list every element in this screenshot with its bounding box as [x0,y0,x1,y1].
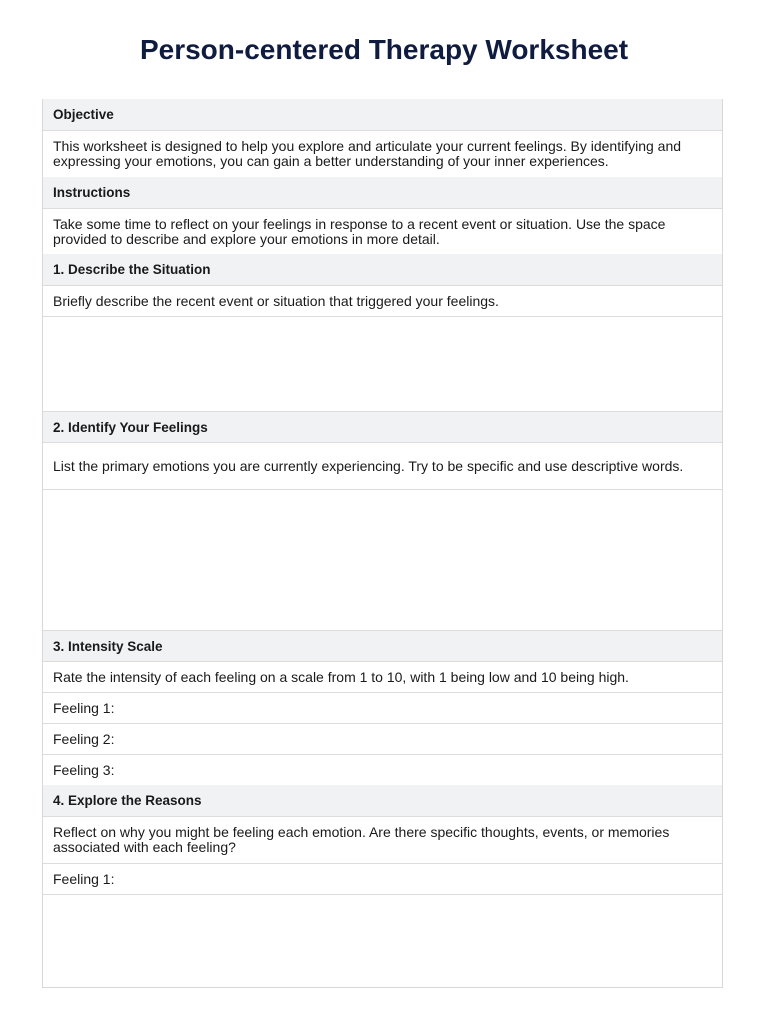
instructions-heading: Instructions [43,177,722,208]
situation-prompt: Briefly describe the recent event or situation that triggered your feelings. [43,285,722,316]
instructions-text: Take some time to reflect on your feelings in response to a recent event or situation. Use the space provided to describe and explore your emotions in more detail. [43,208,722,254]
reasons-feeling-1-label: Feeling 1: [43,863,722,894]
situation-answer-field[interactable] [43,316,722,411]
intensity-feeling-2-field[interactable]: Feeling 2: [43,723,722,754]
intensity-prompt: Rate the intensity of each feeling on a scale from 1 to 10, with 1 being low and 10 being high. [43,661,722,692]
page-title: Person-centered Therapy Worksheet [139,34,629,65]
feelings-answer-field[interactable] [43,489,722,630]
reasons-heading: 4. Explore the Reasons [43,785,722,816]
objective-text: This worksheet is designed to help you explore and articulate your current feelings. By identifying and expressing your emotions, you can gain a better understanding of your inner experiences. [43,130,722,177]
feelings-prompt: List the primary emotions you are currently experiencing. Try to be specific and use descriptive words. [43,442,722,489]
reasons-answer-field[interactable] [43,894,722,987]
reasons-prompt: Reflect on why you might be feeling each emotion. Are there specific thoughts, events, or memories associated with each feeling? [43,816,722,863]
worksheet-table [42,99,723,988]
intensity-feeling-1-field[interactable]: Feeling 1: [43,692,722,723]
feelings-heading: 2. Identify Your Feelings [43,411,722,442]
intensity-heading: 3. Intensity Scale [43,630,722,661]
situation-heading: 1. Describe the Situation [43,254,722,285]
objective-heading: Objective [43,99,722,130]
intensity-feeling-3-field[interactable]: Feeling 3: [43,754,722,785]
